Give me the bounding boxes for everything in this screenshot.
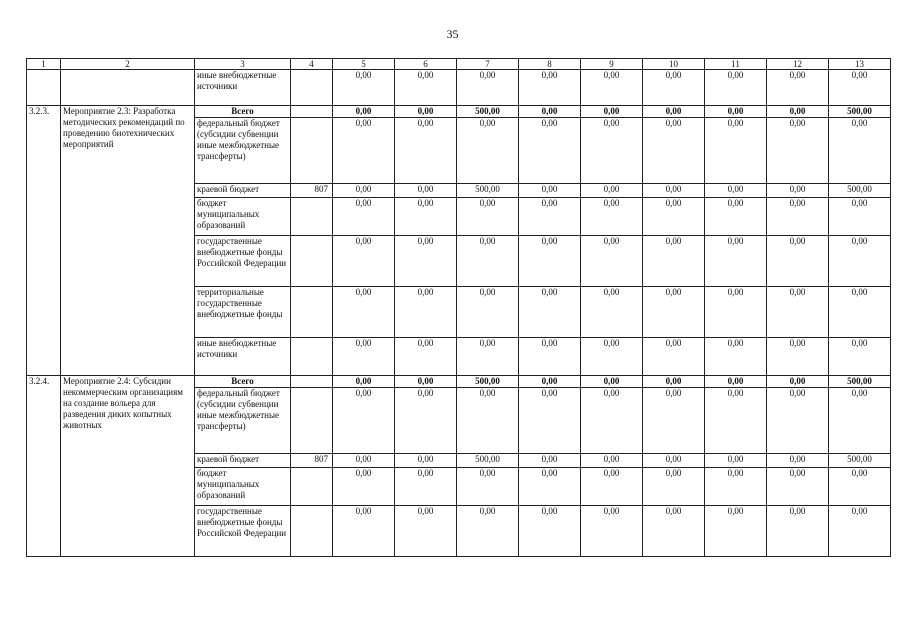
amount-cell: 0,00 xyxy=(519,287,581,338)
amount-cell: 0,00 xyxy=(581,70,643,106)
column-number: 5 xyxy=(333,59,395,70)
amount-cell: 0,00 xyxy=(519,184,581,198)
amount-cell: 0,00 xyxy=(333,388,395,454)
amount-cell: 0,00 xyxy=(519,198,581,236)
amount-cell: 0,00 xyxy=(395,376,457,388)
amount-cell: 0,00 xyxy=(519,338,581,376)
amount-cell: 0,00 xyxy=(519,506,581,557)
amount-cell: 0,00 xyxy=(705,388,767,454)
amount-cell: 0,00 xyxy=(395,468,457,506)
amount-cell: 0,00 xyxy=(581,338,643,376)
budget-code: 807 xyxy=(291,454,333,468)
column-number: 7 xyxy=(457,59,519,70)
amount-cell: 0,00 xyxy=(457,70,519,106)
amount-cell: 0,00 xyxy=(581,198,643,236)
amount-cell: 0,00 xyxy=(705,376,767,388)
amount-cell: 0,00 xyxy=(643,388,705,454)
measure-number-cell xyxy=(27,70,61,106)
amount-cell: 0,00 xyxy=(333,454,395,468)
amount-cell: 0,00 xyxy=(519,118,581,184)
amount-cell: 0,00 xyxy=(767,468,829,506)
amount-cell: 0,00 xyxy=(767,198,829,236)
amount-cell: 0,00 xyxy=(457,338,519,376)
amount-cell: 0,00 xyxy=(767,376,829,388)
budget-code xyxy=(291,468,333,506)
measure-number: 3.2.4. xyxy=(27,376,61,557)
amount-cell: 500,00 xyxy=(829,106,891,118)
amount-cell: 0,00 xyxy=(395,506,457,557)
budget-code xyxy=(291,287,333,338)
column-number: 9 xyxy=(581,59,643,70)
amount-cell: 0,00 xyxy=(643,118,705,184)
amount-cell: 0,00 xyxy=(333,376,395,388)
amount-cell: 0,00 xyxy=(519,468,581,506)
funding-source: иные внебюджетные источники xyxy=(195,70,291,106)
amount-cell: 0,00 xyxy=(767,106,829,118)
amount-cell: 0,00 xyxy=(829,338,891,376)
amount-cell: 0,00 xyxy=(767,338,829,376)
amount-cell: 0,00 xyxy=(829,236,891,287)
amount-cell: 0,00 xyxy=(643,376,705,388)
amount-cell: 500,00 xyxy=(829,184,891,198)
amount-cell: 0,00 xyxy=(705,338,767,376)
budget-code xyxy=(291,236,333,287)
amount-cell: 0,00 xyxy=(457,506,519,557)
amount-cell: 0,00 xyxy=(829,287,891,338)
amount-cell: 0,00 xyxy=(395,198,457,236)
column-number: 8 xyxy=(519,59,581,70)
amount-cell: 0,00 xyxy=(829,198,891,236)
amount-cell: 0,00 xyxy=(333,118,395,184)
amount-cell: 0,00 xyxy=(333,338,395,376)
amount-cell: 0,00 xyxy=(333,70,395,106)
amount-cell: 0,00 xyxy=(581,106,643,118)
amount-cell: 0,00 xyxy=(829,70,891,106)
measure-name-cell xyxy=(61,70,195,106)
column-number: 3 xyxy=(195,59,291,70)
amount-cell: 0,00 xyxy=(395,184,457,198)
column-number: 4 xyxy=(291,59,333,70)
amount-cell: 0,00 xyxy=(643,468,705,506)
amount-cell: 0,00 xyxy=(829,506,891,557)
amount-cell: 0,00 xyxy=(767,118,829,184)
column-number: 11 xyxy=(705,59,767,70)
amount-cell: 0,00 xyxy=(581,506,643,557)
funding-source: государственные внебюджетные фонды Российской Федерации xyxy=(195,506,291,557)
amount-cell: 500,00 xyxy=(457,454,519,468)
amount-cell: 0,00 xyxy=(333,468,395,506)
funding-source: государственные внебюджетные фонды Российской Федерации xyxy=(195,236,291,287)
amount-cell: 0,00 xyxy=(395,236,457,287)
amount-cell: 0,00 xyxy=(581,287,643,338)
amount-cell: 500,00 xyxy=(829,454,891,468)
amount-cell: 0,00 xyxy=(643,70,705,106)
amount-cell: 0,00 xyxy=(457,388,519,454)
amount-cell: 0,00 xyxy=(457,236,519,287)
amount-cell: 0,00 xyxy=(767,287,829,338)
amount-cell: 0,00 xyxy=(643,198,705,236)
amount-cell: 0,00 xyxy=(581,184,643,198)
amount-cell: 0,00 xyxy=(643,106,705,118)
amount-cell: 0,00 xyxy=(333,236,395,287)
amount-cell: 0,00 xyxy=(643,454,705,468)
column-number: 10 xyxy=(643,59,705,70)
amount-cell: 0,00 xyxy=(705,236,767,287)
budget-code xyxy=(291,118,333,184)
amount-cell: 0,00 xyxy=(457,468,519,506)
column-number: 1 xyxy=(27,59,61,70)
header-row xyxy=(27,59,891,70)
funding-source: Всего xyxy=(195,376,291,388)
amount-cell: 500,00 xyxy=(457,106,519,118)
column-number: 2 xyxy=(61,59,195,70)
amount-cell: 0,00 xyxy=(829,388,891,454)
funding-source: бюджет муниципальных образований xyxy=(195,198,291,236)
amount-cell: 0,00 xyxy=(519,376,581,388)
budget-code: 807 xyxy=(291,184,333,198)
funding-source: иные внебюджетные источники xyxy=(195,338,291,376)
funding-source: краевой бюджет xyxy=(195,454,291,468)
amount-cell: 0,00 xyxy=(767,236,829,287)
amount-cell: 0,00 xyxy=(395,388,457,454)
amount-cell: 0,00 xyxy=(581,236,643,287)
column-number: 13 xyxy=(829,59,891,70)
amount-cell: 0,00 xyxy=(829,468,891,506)
funding-source: краевой бюджет xyxy=(195,184,291,198)
amount-cell: 0,00 xyxy=(705,184,767,198)
amount-cell: 500,00 xyxy=(457,184,519,198)
budget-code xyxy=(291,506,333,557)
amount-cell: 0,00 xyxy=(767,70,829,106)
amount-cell: 0,00 xyxy=(457,118,519,184)
budget-code xyxy=(291,388,333,454)
amount-cell: 0,00 xyxy=(457,198,519,236)
amount-cell: 0,00 xyxy=(643,338,705,376)
amount-cell: 0,00 xyxy=(643,184,705,198)
amount-cell: 0,00 xyxy=(395,454,457,468)
amount-cell: 0,00 xyxy=(581,454,643,468)
amount-cell: 0,00 xyxy=(581,118,643,184)
funding-source: федеральный бюджет (субсидии субвенции иные межбюджетные трансферты) xyxy=(195,388,291,454)
table-row xyxy=(27,70,891,106)
funding-source: территориальные государственные внебюджетные фонды xyxy=(195,287,291,338)
amount-cell: 0,00 xyxy=(395,287,457,338)
amount-cell: 0,00 xyxy=(705,118,767,184)
amount-cell: 0,00 xyxy=(767,454,829,468)
amount-cell: 0,00 xyxy=(333,287,395,338)
budget-code xyxy=(291,106,333,118)
amount-cell: 0,00 xyxy=(333,106,395,118)
total-row xyxy=(27,106,891,118)
amount-cell: 0,00 xyxy=(457,287,519,338)
funding-source: федеральный бюджет (субсидии субвенции иные межбюджетные трансферты) xyxy=(195,118,291,184)
amount-cell: 0,00 xyxy=(519,70,581,106)
amount-cell: 0,00 xyxy=(519,236,581,287)
amount-cell: 0,00 xyxy=(705,506,767,557)
amount-cell: 0,00 xyxy=(581,468,643,506)
measure-number: 3.2.3. xyxy=(27,106,61,376)
measure-name: Мероприятие 2.4: Субсидии некоммерческим организациям на создание вольера для разведения диких копытных животных xyxy=(61,376,195,557)
amount-cell: 0,00 xyxy=(519,454,581,468)
amount-cell: 0,00 xyxy=(333,198,395,236)
amount-cell: 0,00 xyxy=(333,506,395,557)
amount-cell: 0,00 xyxy=(581,376,643,388)
budget-code xyxy=(291,70,333,106)
amount-cell: 0,00 xyxy=(829,118,891,184)
amount-cell: 0,00 xyxy=(767,506,829,557)
amount-cell: 0,00 xyxy=(643,506,705,557)
amount-cell: 0,00 xyxy=(643,287,705,338)
column-number: 6 xyxy=(395,59,457,70)
budget-code xyxy=(291,338,333,376)
budget-table xyxy=(26,58,891,557)
amount-cell: 0,00 xyxy=(519,106,581,118)
amount-cell: 0,00 xyxy=(705,106,767,118)
budget-code xyxy=(291,198,333,236)
total-row xyxy=(27,376,891,388)
amount-cell: 0,00 xyxy=(395,70,457,106)
budget-code xyxy=(291,376,333,388)
measure-name: Мероприятие 2.3: Разработка методических рекомендаций по проведению биотехнических мероприятий xyxy=(61,106,195,376)
amount-cell: 0,00 xyxy=(767,388,829,454)
page-number: 35 xyxy=(446,27,459,41)
column-number: 12 xyxy=(767,59,829,70)
amount-cell: 0,00 xyxy=(705,454,767,468)
amount-cell: 500,00 xyxy=(829,376,891,388)
amount-cell: 0,00 xyxy=(705,468,767,506)
amount-cell: 0,00 xyxy=(395,106,457,118)
amount-cell: 0,00 xyxy=(705,70,767,106)
amount-cell: 0,00 xyxy=(519,388,581,454)
amount-cell: 0,00 xyxy=(333,184,395,198)
funding-source: Всего xyxy=(195,106,291,118)
amount-cell: 0,00 xyxy=(705,198,767,236)
amount-cell: 0,00 xyxy=(643,236,705,287)
amount-cell: 500,00 xyxy=(457,376,519,388)
amount-cell: 0,00 xyxy=(767,184,829,198)
amount-cell: 0,00 xyxy=(705,287,767,338)
amount-cell: 0,00 xyxy=(395,118,457,184)
funding-source: бюджет муниципальных образований xyxy=(195,468,291,506)
amount-cell: 0,00 xyxy=(395,338,457,376)
amount-cell: 0,00 xyxy=(581,388,643,454)
